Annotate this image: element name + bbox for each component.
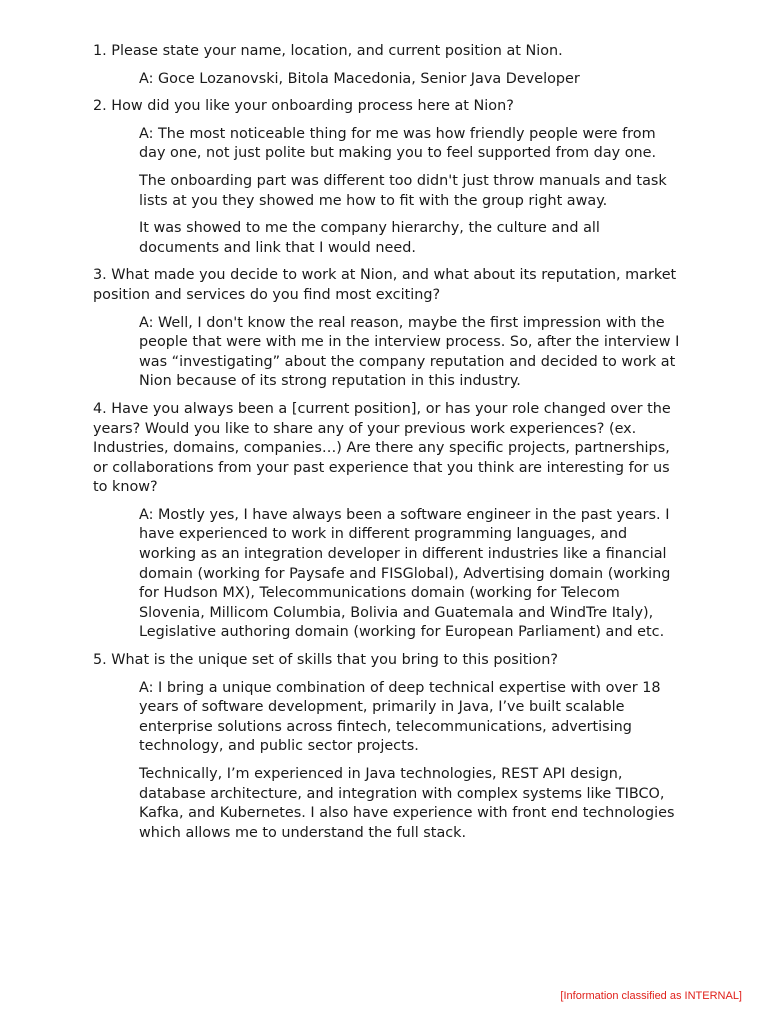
- answer-3: [139, 314, 683, 392]
- answer-paragraph: A: The most noticeable thing for me was how friendly people were from day one, not just polite but making you to feel supported from day one.: [139, 125, 657, 162]
- classification-label: [Information classified as INTERNAL]: [560, 990, 742, 1002]
- document-body: [93, 42, 683, 851]
- answer-paragraph: A: I bring a unique combination of deep technical expertise with over 18 years of software development, primarily in Java, I’ve built scalable enterprise solutions across fintech, telecommunications, advertising technology, and public sector projects.: [139, 679, 661, 755]
- question-3: 3. What made you decide to work at Nion, and what about its reputation, market position and services do you find most exciting?: [93, 267, 677, 303]
- question-1: 1. Please state your name, location, and current position at Nion.: [93, 43, 563, 59]
- answer-4: [139, 506, 683, 643]
- answer-paragraph: A: Goce Lozanovski, Bitola Macedonia, Senior Java Developer: [139, 70, 580, 87]
- answer-paragraph: A: Well, I don't know the real reason, maybe the first impression with the people that were with me in the interview process. So, after the interview I was “investigating” about the company reputation and decided to work at Nion because of its strong reputation in this industry.: [139, 314, 680, 390]
- answer-paragraph: Technically, I’m experienced in Java technologies, REST API design, database architecture, and integration with complex systems like TIBCO, Kafka, and Kubernetes. I also have experience with front end technologies which allows me to understand the full stack.: [139, 766, 675, 841]
- answer-paragraph: The onboarding part was different too didn't just throw manuals and task lists at you they showed me how to fit with the group right away.: [139, 172, 667, 209]
- question-2: 2. How did you like your onboarding process here at Nion?: [93, 98, 514, 115]
- answer-2: [139, 125, 683, 259]
- answer-paragraph: A: Mostly yes, I have always been a software engineer in the past years. I have experienced to work in different programming languages, and working as an integration developer in different industries like a financial domain (working for Paysafe and FISGlobal), Advertising domain (working for Hudson MX), Telecommunications domain (working for Telecom Slovenia, Millicom Columbia, Bolivia and Guatemala and WindTre Italy), Legislative authoring domain (working for European Parliament) and etc.: [139, 506, 671, 641]
- question-4: 4. Have you always been a [current position], or has your role changed over the years? Would you like to share any of your previous work experiences? (ex. Industries, domains, companies…) Are there any specific projects, partnerships, or collaborations from your past experience that you think are interesting for us to know?: [93, 400, 671, 496]
- answer-5: [139, 679, 683, 844]
- answer-1: [139, 70, 683, 90]
- question-5: 5. What is the unique set of skills that you bring to this position?: [93, 652, 558, 669]
- answer-paragraph: It was showed to me the company hierarchy, the culture and all documents and link that I would need.: [139, 220, 600, 256]
